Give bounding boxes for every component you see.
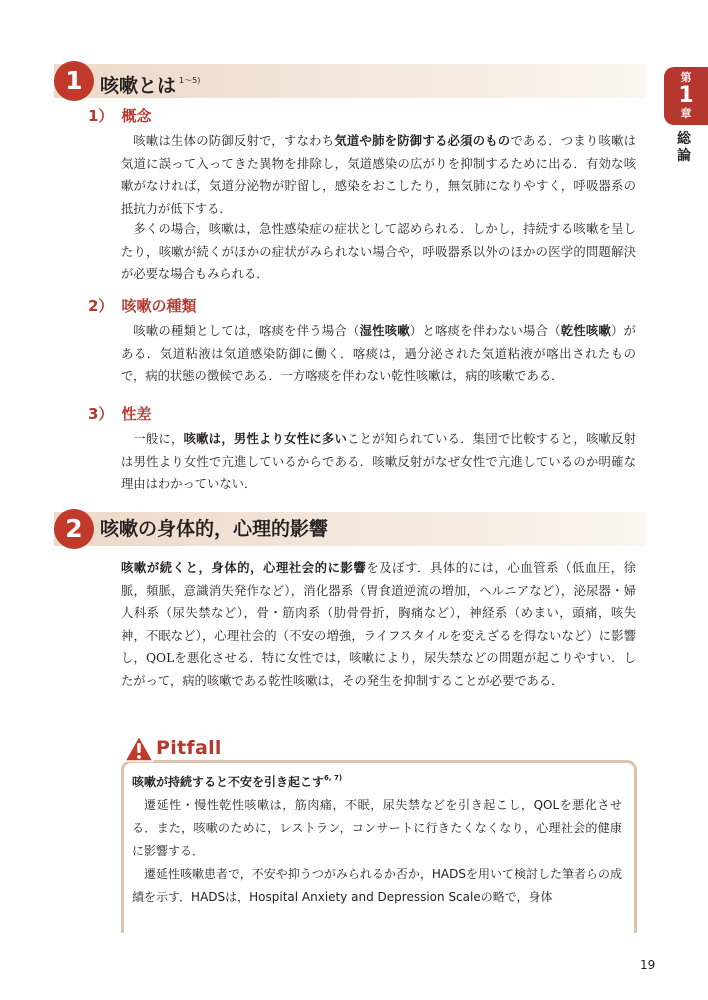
section-1-ref: 1〜5) — [179, 76, 201, 85]
page-number: 19 — [640, 958, 656, 972]
section-1-header — [54, 64, 646, 98]
section-1-number: 1 — [54, 61, 94, 101]
subsection-1-3-heading — [88, 403, 151, 424]
subsection-1-1-number: 1） — [88, 107, 114, 125]
subsection-1-2-title: 咳嗽の種類 — [121, 297, 197, 315]
chapter-label-bottom: 章 — [680, 107, 692, 120]
paragraph-types: 咳嗽の種類としては，喀痰を伴う場合（湿性咳嗽）と喀痰を伴わない場合（乾性咳嗽）がある．気道粘液は気道感染防御に働く．喀痰は，過分泌された気道粘液が喀出されたもので，病的状態の徴候である．一方喀痰を伴わない乾性咳嗽は，病的咳嗽である． — [121, 324, 636, 383]
subsection-1-1-title: 概念 — [121, 107, 152, 125]
pitfall-paragraph-1: 遷延性・慢性乾性咳嗽は，筋肉痛，不眠，尿失禁などを引き起こし，QOLを悪化させる．また，咳嗽のために，レストラン，コンサートに行きたくなくなり，心理社会的健康に影響する． — [132, 798, 622, 858]
subsection-1-3-number: 3） — [88, 405, 114, 423]
chapter-name: 総論 — [677, 131, 691, 164]
pitfall-label: Pitfall — [156, 737, 222, 759]
subsection-1-3-title: 性差 — [121, 405, 152, 423]
chapter-tab — [664, 67, 708, 125]
paragraph-concept-2: 多くの場合，咳嗽は，急性感染症の症状として認められる．しかし，持続する咳嗽を呈したり，咳嗽が続くがほかの症状がみられない場合や，呼吸器系以外のほかの医学的問題解決が必要な場合もみられる． — [121, 222, 636, 281]
subsection-1-2-heading — [88, 295, 196, 316]
pitfall-content — [132, 767, 622, 909]
paragraph-concept-1: 咳嗽は生体の防御反射で，すなわち気道や肺を防御する必須のものである．つまり咳嗽は気道に誤って入ってきた異物を排除し，気道感染の広がりを抑制するために出る．有効な咳嗽がなければ，気道分泌物が貯留し，感染をおこしたり，無気肺になりやすく，呼吸器系の抵抗力が低下する． — [121, 134, 636, 216]
section-1-title: 咳嗽とは $^{1〜5)}$ — [100, 75, 201, 97]
section-2-header — [54, 512, 646, 546]
pitfall-title: 咳嗽が持続すると不安を引き起こす$^{6, 7)}$ — [132, 774, 343, 789]
section-2-title: 咳嗽の身体的，心理的影響 — [100, 518, 329, 540]
pitfall-ref: 6, 7) — [324, 774, 343, 782]
subsection-1-2-number: 2） — [88, 297, 114, 315]
warning-icon — [124, 735, 154, 763]
section-2-number: 2 — [54, 509, 94, 549]
paragraph-effects: 咳嗽が続くと，身体的，心理社会的に影響を及ぼす．具体的には，心血管系（低血圧，徐脈，頻脈，意識消失発作など），消化器系（胃食道逆流の増加，ヘルニアなど），泌尿器・婦人科系（尿失禁など），骨・筋肉系（肋骨骨折，胸痛など），神経系（めまい，頭痛，咳失神，不眠など），心理社会的（不安の増強，ライフスタイルを変えざるを得ないなど）に影響し，QOLを悪化させる．特に女性では，咳嗽により，尿失禁などの問題が起こりやすい．したがって，病的咳嗽である乾性咳嗽は，その発生を抑制することが必要である． — [121, 561, 636, 688]
paragraph-sex-difference: 一般に，咳嗽は，男性より女性に多いことが知られている．集団で比較すると，咳嗽反射は男性より女性で亢進しているからである．咳嗽反射がなぜ女性で亢進しているのか明確な理由はわかっていない． — [121, 432, 636, 491]
pitfall-paragraph-2: 遷延性咳嗽患者で，不安や抑うつがみられるか否か，HADSを用いて検討した筆者らの成績を示す．HADSは，Hospital Anxiety and Depression Scaleの略で，身体 — [132, 867, 622, 904]
chapter-number: 1 — [678, 83, 694, 108]
chapter-label-top: 第 — [680, 71, 692, 84]
subsection-1-1-heading — [88, 105, 151, 126]
